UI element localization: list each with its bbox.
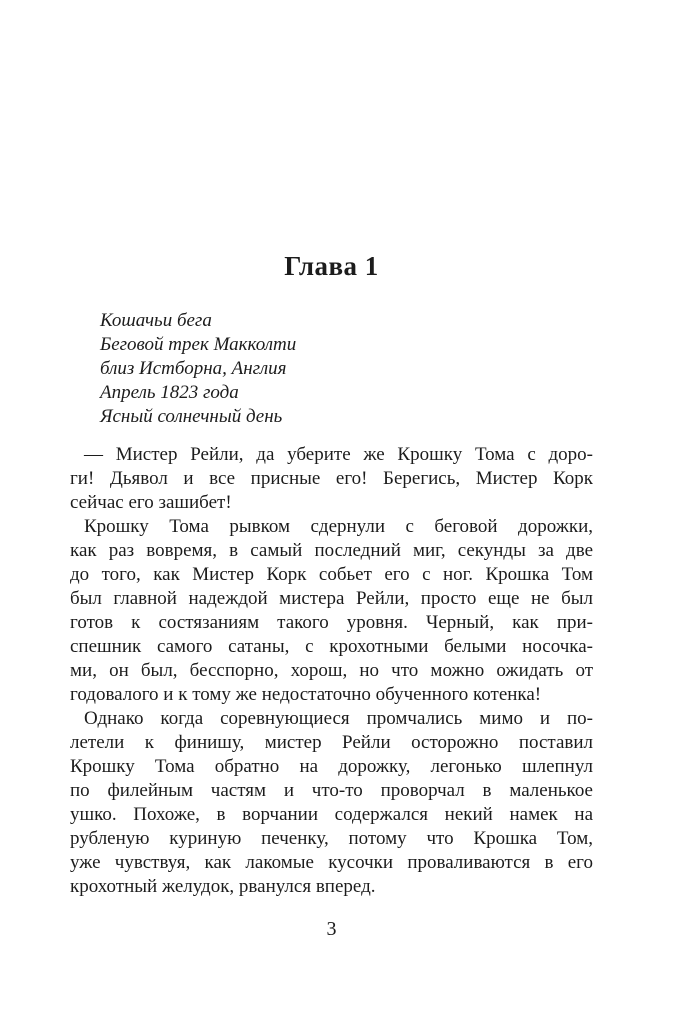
body-line: до того, как Мистер Корк собьет его с ног. Крошка Том <box>70 564 593 585</box>
body-line: ушко. Похоже, в ворчании содержался некий намек на <box>70 804 593 825</box>
body-line: годовалого и к тому же недостаточно обученного котенка! <box>70 684 542 705</box>
body-line: как раз вовремя, в самый последний миг, секунды за две <box>70 540 593 561</box>
body-line: Крошку Тома рывком сдернули с беговой дорожки, <box>84 516 593 537</box>
paragraph <box>70 707 593 899</box>
paragraph <box>70 443 593 515</box>
body-line: был главной надеждой мистера Рейли, просто еще не был <box>70 588 593 609</box>
epigraph-line: Кошачьи бега <box>100 310 212 331</box>
body-line: рубленую куриную печенку, потому что Крошка Том, <box>70 828 593 849</box>
body-line: сейчас его зашибет! <box>70 492 232 513</box>
body-line: по филейным частям и что-то проворчал в маленькое <box>70 780 593 801</box>
body-line: ми, он был, бесспорно, хорош, но что можно ожидать от <box>70 660 593 681</box>
body-text <box>70 443 593 899</box>
body-line: уже чувствуя, как лакомые кусочки проваливаются в его <box>70 852 593 873</box>
epigraph-line: Апрель 1823 года <box>100 382 239 403</box>
paragraph <box>70 515 593 707</box>
body-line: Крошку Тома обратно на дорожку, легонько шлепнул <box>70 756 593 777</box>
body-line: летели к финишу, мистер Рейли осторожно поставил <box>70 732 593 753</box>
chapter-heading: Глава 1 <box>284 251 379 281</box>
body-line: готов к состязаниям такого уровня. Черный, как при- <box>70 612 593 633</box>
epigraph-line: близ Истборна, Англия <box>100 358 287 379</box>
epigraph-line: Беговой трек Макколти <box>100 334 297 355</box>
epigraph-block <box>100 309 560 429</box>
epigraph-line: Ясный солнечный день <box>100 406 283 427</box>
body-line: Однако когда соревнующиеся промчались мимо и по- <box>84 708 593 729</box>
body-line: крохотный желудок, рванулся вперед. <box>70 876 376 897</box>
body-line: спешник самого сатаны, с крохотными белыми носочка- <box>70 636 593 657</box>
body-line: — Мистер Рейли, да уберите же Крошку Тома с доро- <box>84 444 593 465</box>
body-line: ги! Дьявол и все присные его! Берегись, Мистер Корк <box>70 468 593 489</box>
page-number: 3 <box>326 918 337 940</box>
